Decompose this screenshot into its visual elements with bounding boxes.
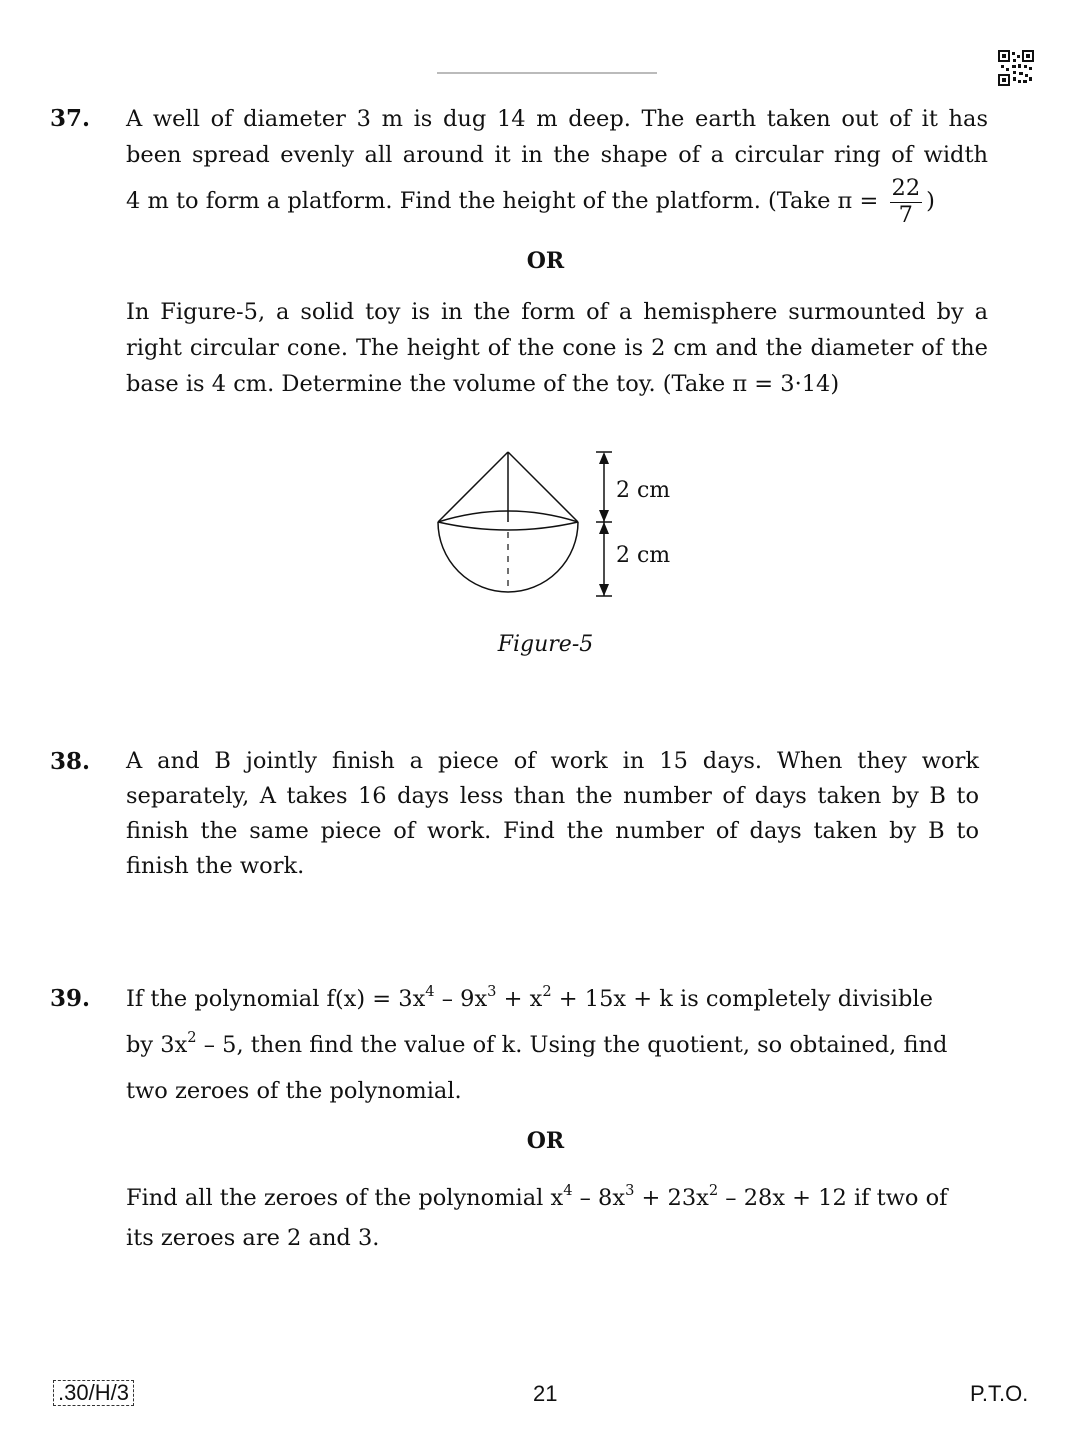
text-line: A and B jointly finish a piece of work in 15 days. When they work: [126, 748, 979, 774]
pi-fraction: $\frac{22}{7}$: [891, 174, 921, 228]
text-line: base is 4 cm. Determine the volume of the toy. (Take π = 3·14): [126, 371, 840, 397]
text-line: right circular cone. The height of the cone is 2 cm and the diameter of the: [126, 335, 988, 361]
figure-label-hemisphere-height: 2 cm: [616, 543, 671, 568]
text-line: If the polynomial $f(x) = 3x^4 - 9x^3 + x^2 + 15x + k$ is completely divisible: [126, 982, 933, 1012]
text-line: been spread evenly all around it in the shape of a circular ring of width: [126, 142, 988, 168]
or-separator: OR: [526, 248, 565, 274]
or-separator: OR: [526, 1128, 565, 1154]
text-line: finish the work.: [126, 853, 305, 879]
text-line: its zeroes are 2 and 3.: [126, 1225, 380, 1251]
header-microtext-line: [437, 72, 657, 74]
question-37-number: 37.: [50, 105, 91, 132]
text-line: by $3x^2 - 5$, then find the value of k. Using the quotient, so obtained, find: [126, 1028, 948, 1058]
paper-code: .30/H/3: [53, 1380, 134, 1406]
qr-code: [998, 50, 1034, 86]
text-line: finish the same piece of work. Find the number of days taken by B to: [126, 818, 979, 844]
question-39-text: [126, 979, 979, 1111]
question-39-alternative: [126, 1178, 979, 1258]
figure-5-toy-diagram: [420, 440, 680, 610]
text-line: Find all the zeroes of the polynomial $x^4 - 8x^3 + 23x^2 - 28x + 12$ if two of: [126, 1181, 948, 1211]
question-39-number: 39.: [50, 985, 91, 1012]
figure-label-cone-height: 2 cm: [616, 478, 671, 503]
text-line: two zeroes of the polynomial.: [126, 1078, 462, 1104]
text-line: In Figure-5, a solid toy is in the form of a hemisphere surmounted by a: [126, 299, 988, 325]
figure-caption: Figure-5: [497, 632, 594, 657]
question-38-number: 38.: [50, 748, 91, 775]
question-37-text: [126, 101, 988, 229]
please-turn-over: P.T.O.: [970, 1381, 1029, 1406]
page-number: 21: [533, 1381, 558, 1406]
text-line: 4 m to form a platform. Find the height of the platform. (Take π = $\frac{22}{7}$ ): [126, 174, 935, 228]
question-37-alternative: [126, 294, 988, 402]
text-line: separately, A takes 16 days less than the number of days taken by B to: [126, 783, 979, 809]
question-38-text: [126, 744, 979, 884]
qr-code-icon: [998, 50, 1034, 86]
text-line: A well of diameter 3 m is dug 14 m deep. The earth taken out of it has: [126, 106, 988, 132]
